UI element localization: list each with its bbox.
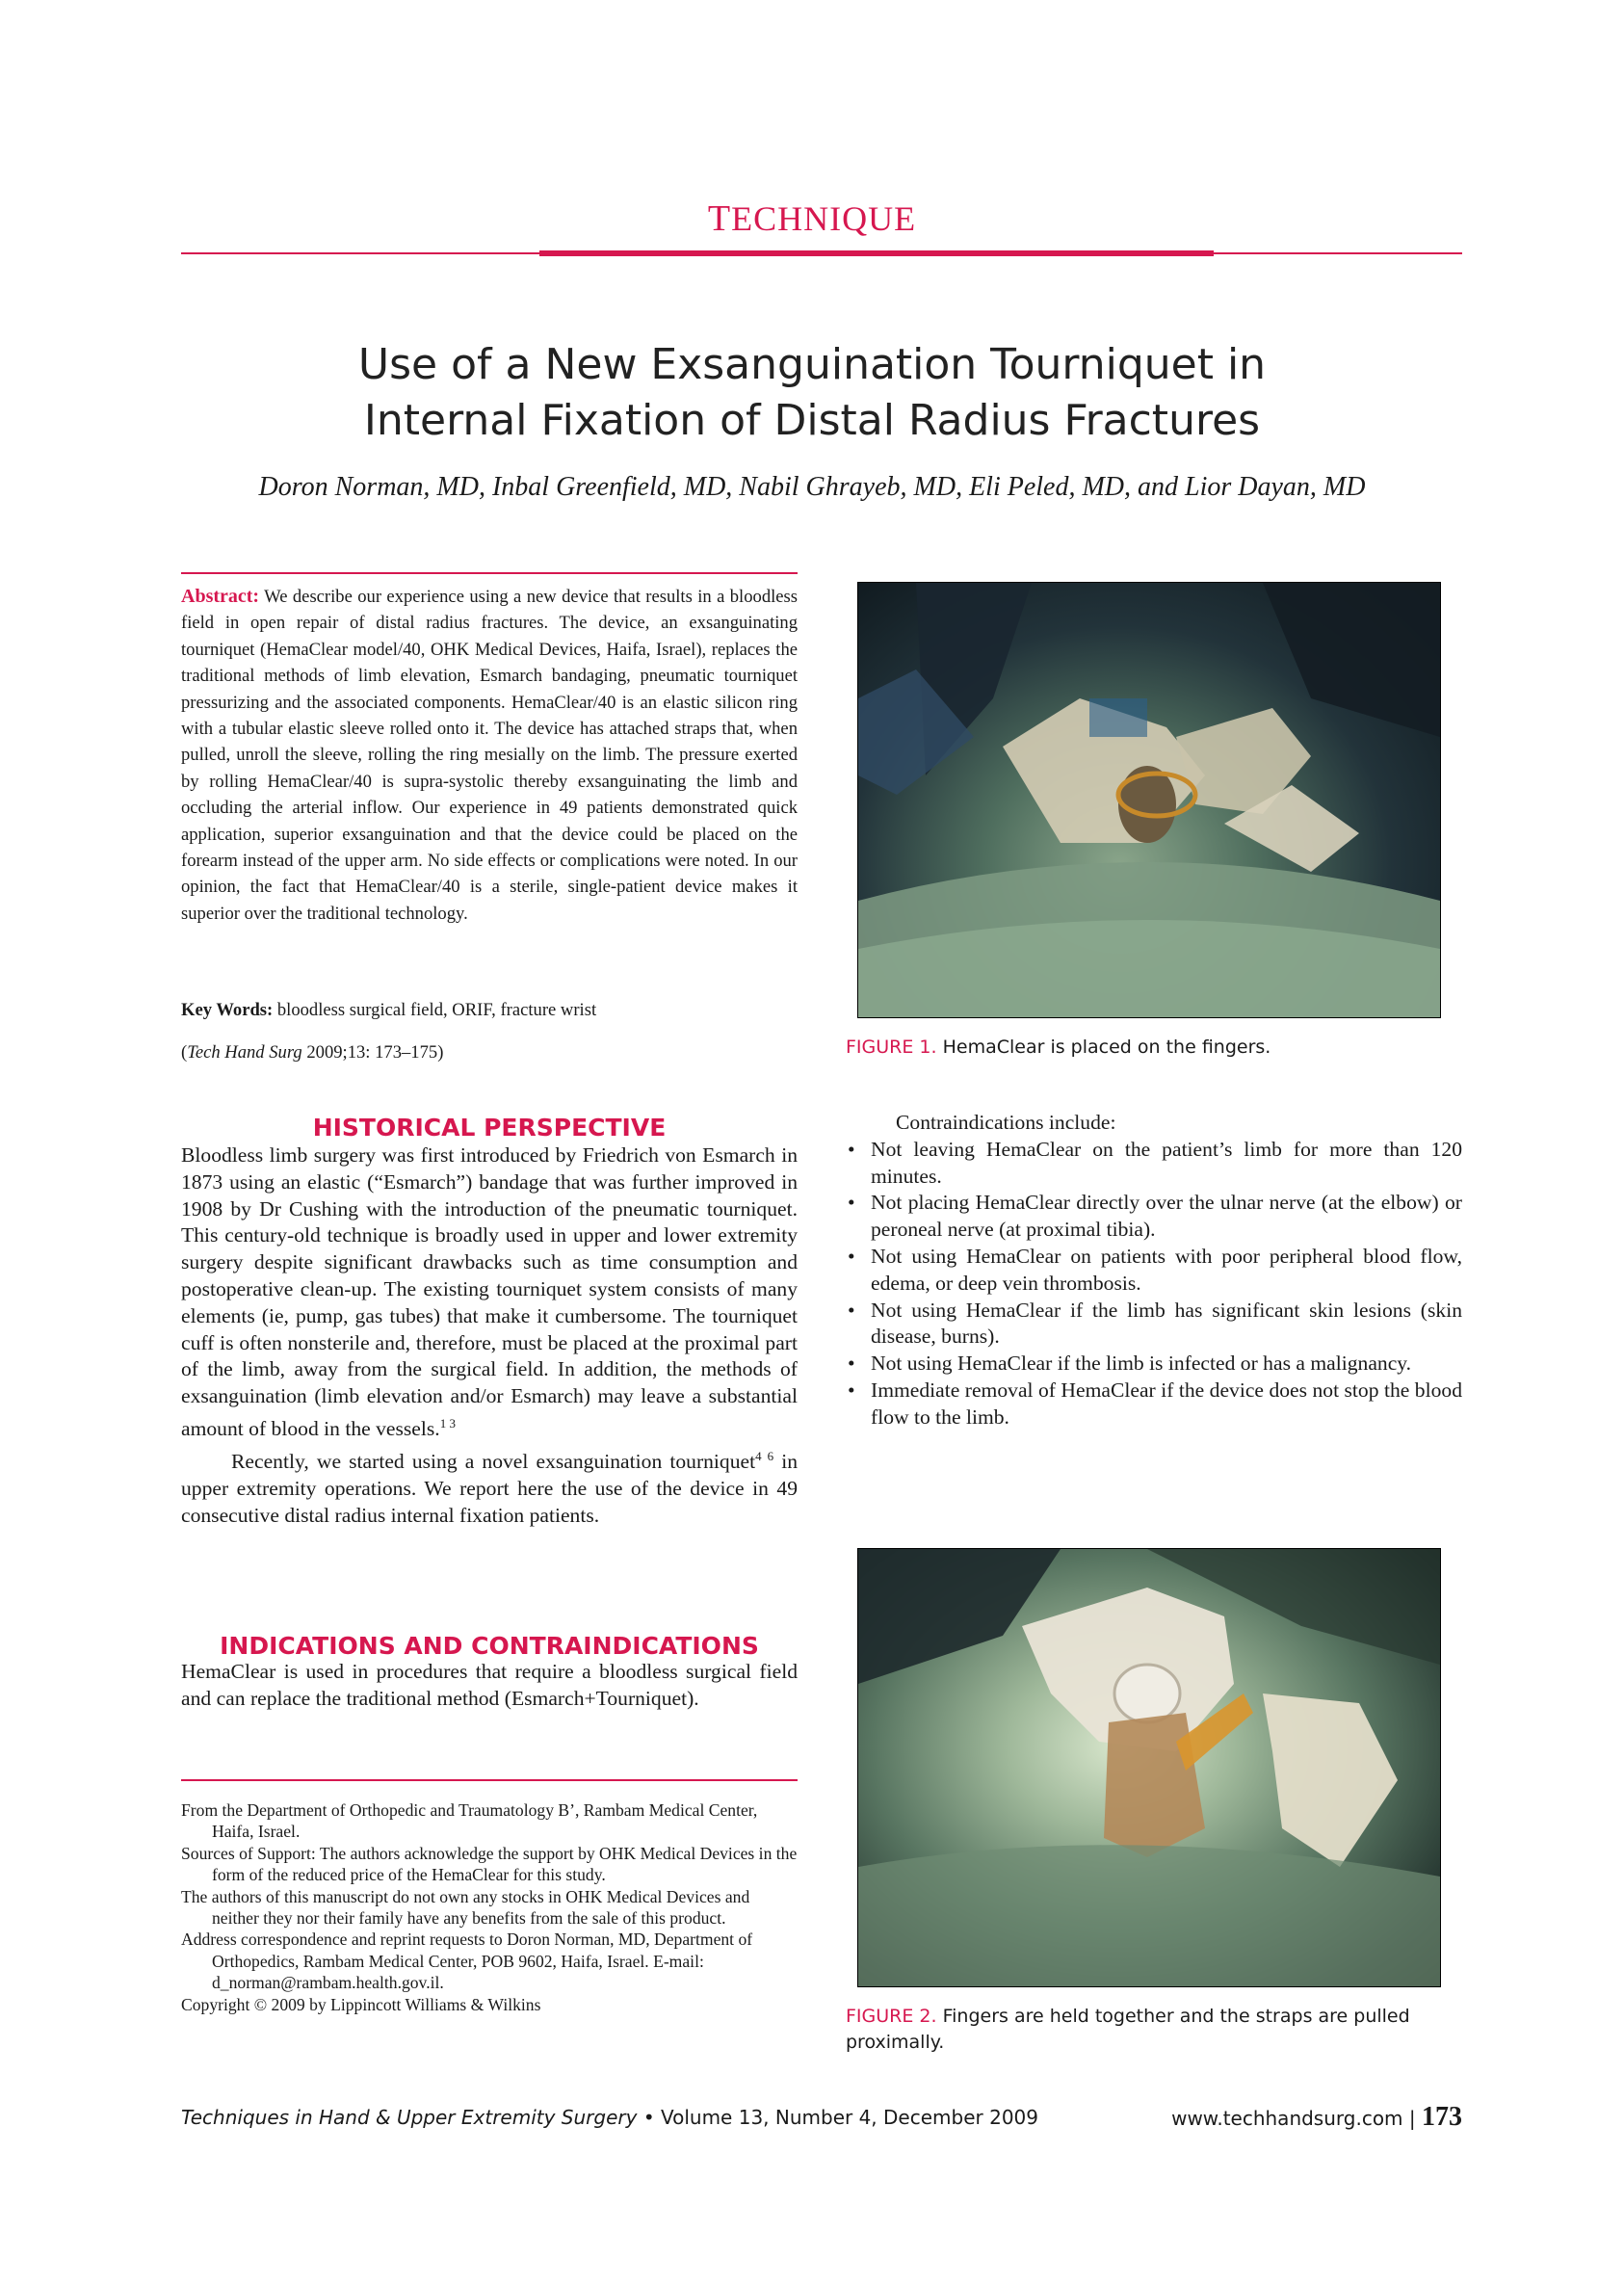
footnote-rule (181, 1779, 798, 1781)
indications-body: HemaClear is used in procedures that require a bloodless surgical field and can replace the traditional method (Esmarch+Tourniquet). (181, 1660, 798, 1710)
figure-1-photo (857, 582, 1441, 1018)
abstract-rule (181, 572, 798, 574)
contra-item: • Not using HemaClear if the limb is infected or has a malignancy. (846, 1351, 1462, 1378)
figure-1-caption: FIGURE 1. HemaClear is placed on the fingers. (846, 1037, 1271, 1058)
footnote-support: Sources of Support: The authors acknowledge the support by OHK Medical Devices in the form of the reduced price of the HemaClear for this study. (181, 1843, 798, 1885)
figure-2-illustration (858, 1549, 1440, 1986)
contra-item: • Immediate removal of HemaClear if the device does not stop the blood flow to the limb. (846, 1378, 1462, 1431)
historical-p2: Recently, we started using a novel exsanguination tourniquet$^{4 6}$ in upper extremity operations. We report here the use of the device in 49 consecutive distal radius internal fixation patients. (181, 1448, 798, 1527)
contra-intro: Contraindications include: (896, 1111, 1116, 1134)
footnote-correspondence: Address correspondence and reprint requests to Doron Norman, MD, Department of Orthopedics, Rambam Medical Center, POB 9602, Haifa, Israel. E-mail: d_norman@rambam.health.gov.il. (181, 1930, 753, 1993)
footer-journal: Techniques in Hand & Upper Extremity Surgery • Volume 13, Number 4, December 2009 (181, 2106, 1038, 2129)
journal-url: www.techhandsurg.com (1171, 2107, 1403, 2130)
contraindications (846, 1110, 1462, 1431)
abstract-text: We describe our experience using a new device that results in a bloodless field in open repair of distal radius fractures. The device, an exsanguinating tourniquet (HemaClear model/40, OHK Medical Devices, Haifa, Israel), replaces the traditional methods of limb elevation, Esmarch bandaging, pneumatic tourniquet pressurizing and the associated components. HemaClear/40 is an elastic silicon ring with a tubular elastic sleeve rolled onto it. The device has attached straps that, when pulled, unroll the sleeve, rolling the ring mesially on the limb. The pressure exerted by rolling HemaClear/40 is supra-systolic thereby exsanguinating the limb and occluding the arterial inflow. Our experience in 49 patients demonstrated quick application, superior exsanguination and that the device could be placed on the forearm instead of the upper arm. No side effects or complications were noted. In our opinion, the fact that HemaClear/40 is a sterile, single-patient device makes it superior over the traditional technology. (181, 587, 799, 924)
footnotes (181, 1799, 798, 2015)
figure-2-photo (857, 1548, 1441, 1987)
article-title: Use of a New Exsanguination Tourniquet in Internal Fixation of Distal Radius Fractures (357, 340, 1267, 445)
historical-body (181, 1142, 798, 1530)
contra-item: • Not using HemaClear on patients with poor peripheral blood flow, edema, or deep vein thrombosis. (846, 1244, 1462, 1298)
citation: (Tech Hand Surg 2009;13: 173–175) (181, 1042, 444, 1063)
abstract-label: Abstract: (181, 586, 260, 607)
footer-url: www.techhandsurg.com | 173 (1171, 2102, 1462, 2132)
keywords: Key Words: bloodless surgical field, ORIF, fracture wrist (181, 1000, 597, 1020)
authors: Doron Norman, MD, Inbal Greenfield, MD, Nabil Ghrayeb, MD, Eli Peled, MD, and Lior Dayan, MD (258, 472, 1366, 502)
figure-2-caption: FIGURE 2. Fingers are held together and the straps are pulled proximally. (846, 2006, 1410, 2053)
indications-heading: INDICATIONS AND CONTRAINDICATIONS (220, 1632, 759, 1660)
contra-item: • Not leaving HemaClear on the patient’s limb for more than 120 minutes. (846, 1137, 1462, 1191)
footnote-affiliation: From the Department of Orthopedic and Traumatology B’, Rambam Medical Center, Haifa, Israel. (181, 1800, 758, 1842)
historical-heading: HISTORICAL PERSPECTIVE (312, 1114, 667, 1142)
contra-item: • Not placing HemaClear directly over the ulnar nerve (at the elbow) or peroneal nerve (at proximal tibia). (846, 1190, 1462, 1244)
figure-1-illustration (858, 583, 1440, 1017)
footnote-copyright: Copyright © 2009 by Lippincott Williams & Wilkins (181, 1994, 541, 2014)
contra-item: • Not using HemaClear if the limb has significant skin lesions (skin disease, burns). (846, 1298, 1462, 1352)
footnote-disclosure: The authors of this manuscript do not own any stocks in OHK Medical Devices and neither they nor their family have any benefits from the sale of this product. (181, 1886, 750, 1929)
page-number: 173 (1422, 2102, 1462, 2132)
abstract (181, 584, 798, 927)
contra-list (846, 1137, 1462, 1431)
historical-p1: Bloodless limb surgery was first introduced by Friedrich von Esmarch in 1873 using an elastic (“Esmarch”) bandage that was further improved in 1908 by Dr Cushing with the introduction of the pneumatic tourniquet. This century-old technique is broadly used in upper and lower extremity surgery despite significant drawbacks such as time consumption and postoperative clean-up. The existing tourniquet system consists of many elements (ie, pump, gas tubes) that make it cumbersome. The tourniquet cuff is often nonsterile and, therefore, must be placed at the proximal part of the limb, away from the surgical field. In addition, the methods of exsanguination (limb elevation and/or Esmarch) may leave a substantial amount of blood in the vessels.$^{1 3}$ (181, 1143, 798, 1441)
section-label: TECHNIQUE (707, 198, 917, 239)
header-rule-thick (539, 250, 1214, 256)
